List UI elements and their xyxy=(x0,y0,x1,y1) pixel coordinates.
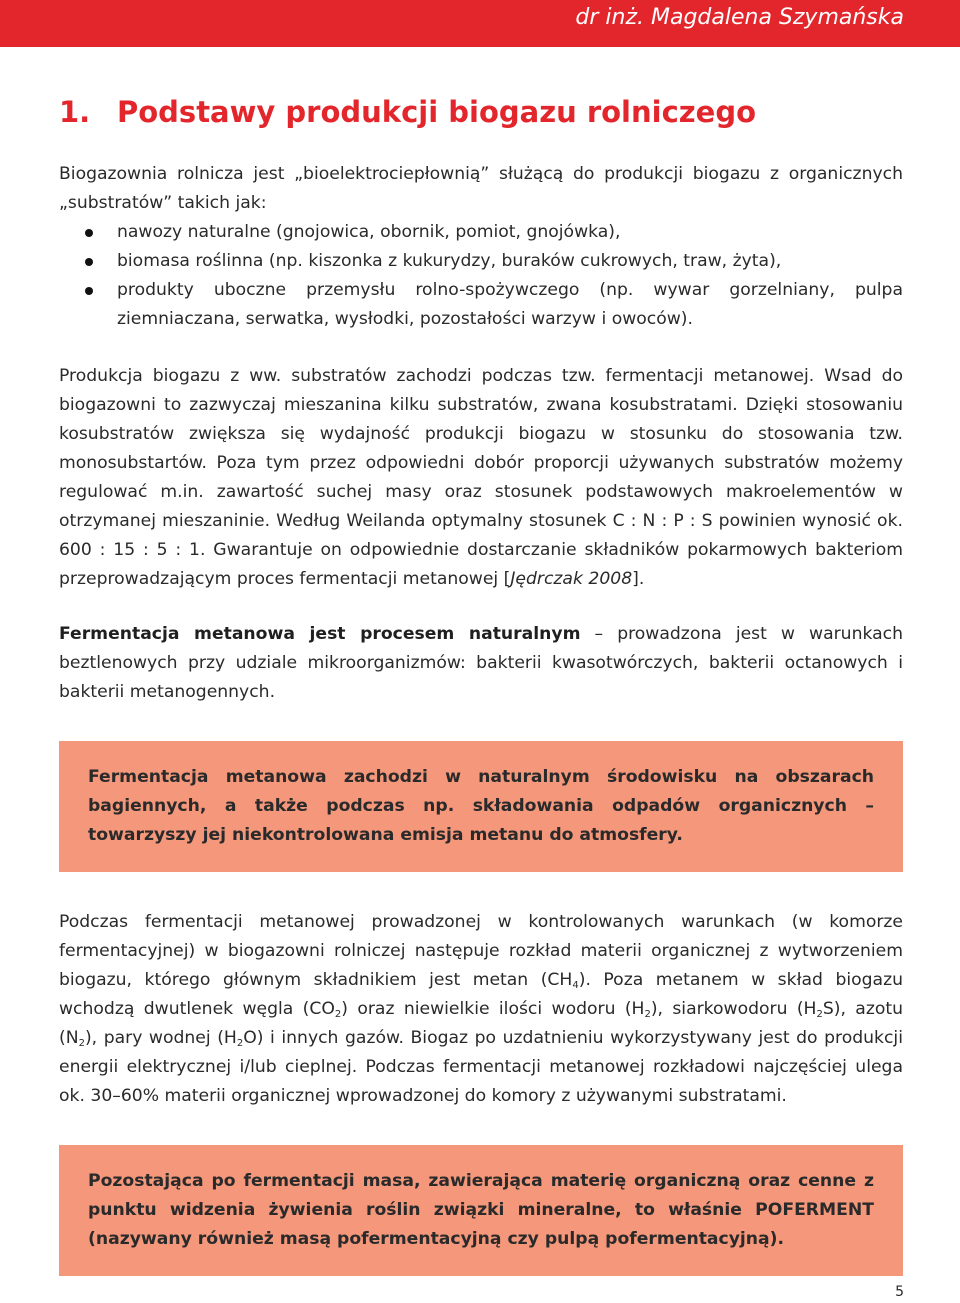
intro-paragraph: Biogazownia rolnicza jest „bioelektrociepłownią” służącą do produkcji biogazu z organicznych „substratów” takich jak: xyxy=(59,164,903,213)
biogas-text: ), pary wodnej (H xyxy=(84,1028,237,1048)
subscript: 2 xyxy=(334,1009,342,1020)
list-item: produkty uboczne przemysłu rolno-spożywczego (np. wywar gorzelniany, pulpa ziemniaczana, serwatka, wysłodki, pozostałości warzyw i owoców). xyxy=(59,276,903,334)
list-item: biomasa roślinna (np. kiszonka z kukurydzy, buraków cukrowych, traw, żyta), xyxy=(59,247,903,276)
biogas-text: O) i innych gazów. Biogaz po uzdatnieniu wykorzystywany jest do produkcji energii elektrycznej i/lub cieplnej. Podczas fermentacji metanowej rozkładowi najczęściej ulega ok. 30–60% materii organicznej wprowadzonej do komory z używanymi substratami. xyxy=(59,1028,903,1106)
fermentation-rest: – prowadzona jest w warunkach beztlenowych przy udziale mikroorganizmów: bakterii kwasotwórczych, bakterii octanowych i bakterii metanogennych. xyxy=(59,624,903,702)
production-text: Produkcja biogazu z ww. substratów zachodzi podczas tzw. fermentacji metanowej. Wsad do biogazowni to zazwyczaj mieszanina kilku substratów, zwana kosubstratami. Dzięki stosowaniu kosubstratów zwiększa się wydajność produkcji biogazu w stosunku do stosowania tzw. monosubstartów. Poza tym przez odpowiedni dobór proporcji używanych substratów możemy regulować m.in. zawartość suchej masy oraz stosunek podstawowych makroelementów w otrzymanej mieszaninie. Według Weilanda optymalny stosunek C : N : P : S powinien wynosić ok. 600 : 15 : 5 : 1. Gwarantuje on odpowiednie dostarczanie składników pokarmowych bakteriom przeprowadzającym proces fermentacji metanowej [ xyxy=(59,366,903,589)
subscript: 2 xyxy=(816,1009,823,1020)
page-number: 5 xyxy=(895,1284,904,1300)
biogas-text: ). Poza metanem w skład biogazu wchodzą dwutlenek węgla (CO xyxy=(59,970,903,1019)
biogas-text: ), siarkowodoru (H xyxy=(650,999,817,1019)
biogas-text: S), azotu (N xyxy=(59,999,903,1048)
subscript: 2 xyxy=(644,1009,651,1020)
production-text-end: ]. xyxy=(632,569,645,589)
fermentation-section xyxy=(59,620,903,707)
subscript: 2 xyxy=(78,1038,85,1049)
intro-section xyxy=(59,160,903,334)
biogas-text: ) oraz niewielkie ilości wodoru (H xyxy=(341,999,645,1019)
header-bar xyxy=(0,0,960,47)
fermentation-bold-lead: Fermentacja metanowa jest procesem naturalnym xyxy=(59,624,581,644)
highlight-box-poferment xyxy=(59,1145,903,1276)
chapter-title-text: Podstawy produkcji biogazu rolniczego xyxy=(117,95,757,129)
fermentation-paragraph xyxy=(59,620,903,707)
chapter-title xyxy=(59,93,756,131)
substrate-list xyxy=(59,218,903,334)
highlight-text: Pozostająca po fermentacji masa, zawierająca materię organiczną oraz cenne z punktu widzenia żywienia roślin związki mineralne, to właśnie POFERMENT (nazywany również masą pofermentacyjną czy pulpą pofermentacyjną). xyxy=(88,1171,874,1249)
highlight-text: Fermentacja metanowa zachodzi w naturalnym środowisku na obszarach bagiennych, a także podczas np. składowania odpadów organicznych – towarzyszy jej niekontrolowana emisja metanu do atmosfery. xyxy=(88,767,874,845)
subscript: 2 xyxy=(236,1038,244,1049)
chapter-number: 1. xyxy=(59,95,91,129)
header-author: dr inż. Magdalena Szymańska xyxy=(575,5,904,30)
biogas-composition-section xyxy=(59,908,903,1111)
biogas-text: Podczas fermentacji metanowej prowadzonej w kontrolowanych warunkach (w komorze fermentacyjnej) w biogazowni rolniczej następuje rozkład materii organicznej z wytworzeniem biogazu, którego głównym składnikiem jest metan (CH xyxy=(59,912,903,990)
subscript: 4 xyxy=(572,980,579,991)
list-item: nawozy naturalne (gnojowica, obornik, pomiot, gnojówka), xyxy=(59,218,903,247)
highlight-box-natural-fermentation xyxy=(59,741,903,872)
biogas-paragraph xyxy=(59,908,903,1111)
citation: Jędrczak 2008 xyxy=(510,569,633,589)
production-paragraph xyxy=(59,362,903,594)
production-section xyxy=(59,362,903,594)
